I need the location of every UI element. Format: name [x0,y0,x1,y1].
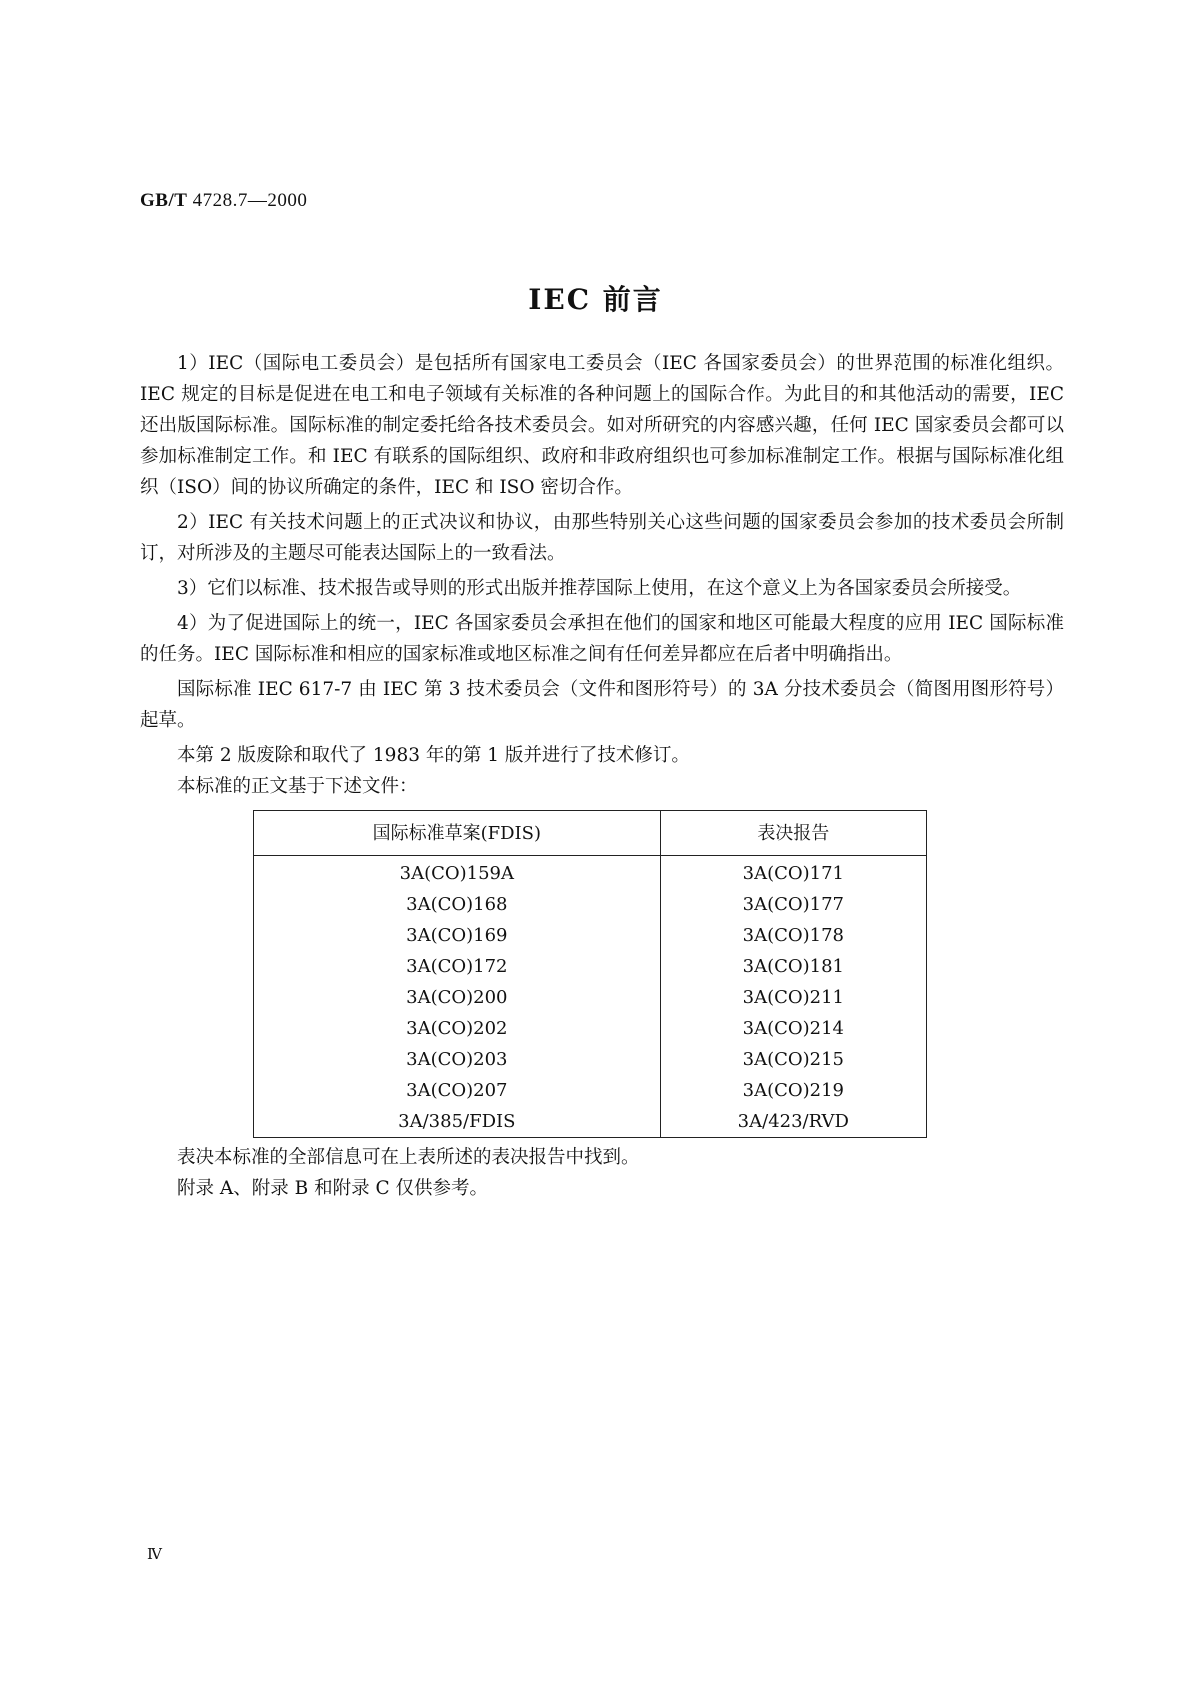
fdis-cell: 3A(CO)168 [254,889,661,920]
paragraph-2: 2）IEC 有关技术问题上的正式决议和协议，由那些特别关心这些问题的国家委员会参加的技术委员会所制订，对所涉及的主题尽可能表达国际上的一致看法。 [140,512,1064,564]
report-cell: 3A(CO)215 [660,1044,926,1075]
fdis-cell: 3A(CO)203 [254,1044,661,1075]
standard-prefix: GB/T [140,190,188,211]
voting-documents-table [253,810,927,1138]
paragraph-edition: 本第 2 版废除和取代了 1983 年的第 1 版并进行了技术修订。 [177,745,690,766]
paragraph-1: 1）IEC（国际电工委员会）是包括所有国家电工委员会（IEC 各国家委员会）的世界范围的标准化组织。IEC 规定的目标是促进在电工和电子领域有关标准的各种问题上的国际合作。为此目的和其他活动的需要，IEC 还出版国际标准。国际标准的制定委托给各技术委员会。如对所研究的内容感兴趣，任何 IEC 国家委员会都可以参加标准制定工作。和 IEC 有联系的国际组织、政府和非政府组织也可参加标准制定工作。根据与国际标准化组织（ISO）间的协议所确定的条件，IEC 和 ISO 密切合作。 [140,353,1064,498]
paragraph-4: 4）为了促进国际上的统一，IEC 各国家委员会承担在他们的国家和地区可能最大程度的应用 IEC 国际标准的任务。IEC 国际标准和相应的国家标准或地区标准之间有任何差异都应在后者中明确指出。 [140,613,1064,665]
report-cell: 3A(CO)177 [660,889,926,920]
page-title: IEC 前言 [528,283,663,316]
page-number: Ⅳ [147,1547,162,1563]
paragraph-3: 3）它们以标准、技术报告或导则的形式出版并推荐国际上使用，在这个意义上为各国家委员会所接受。 [177,578,1022,599]
table-row [254,982,927,1013]
paragraph-voting-info: 表决本标准的全部信息可在上表所述的表决报告中找到。 [177,1147,640,1168]
fdis-cell: 3A(CO)200 [254,982,661,1013]
report-cell: 3A(CO)219 [660,1075,926,1106]
report-cell: 3A(CO)211 [660,982,926,1013]
report-cell: 3A(CO)178 [660,920,926,951]
table-row [254,1044,927,1075]
report-cell: 3A(CO)171 [660,856,926,890]
table-row [254,889,927,920]
fdis-cell: 3A(CO)159A [254,856,661,890]
table-row [254,856,927,890]
paragraph-basis: 本标准的正文基于下述文件： [177,776,418,797]
table-row [254,1106,927,1138]
paragraph-drafting: 国际标准 IEC 617-7 由 IEC 第 3 技术委员会（文件和图形符号）的 3A 分技术委员会（简图用图形符号）起草。 [140,679,1064,731]
table-row [254,1013,927,1044]
fdis-cell: 3A(CO)169 [254,920,661,951]
fdis-cell: 3A(CO)172 [254,951,661,982]
fdis-cell: 3A/385/FDIS [254,1106,661,1138]
table-row [254,1075,927,1106]
header-voting-report: 表决报告 [660,811,926,856]
report-cell: 3A(CO)181 [660,951,926,982]
fdis-cell: 3A(CO)202 [254,1013,661,1044]
header-fdis: 国际标准草案(FDIS) [254,811,661,856]
standard-number: 4728.7—2000 [192,190,308,211]
paragraph-annex-note: 附录 A、附录 B 和附录 C 仅供参考。 [177,1178,489,1199]
fdis-cell: 3A(CO)207 [254,1075,661,1106]
report-cell: 3A/423/RVD [660,1106,926,1138]
table-row [254,920,927,951]
table-row [254,951,927,982]
document-header [140,190,307,212]
report-cell: 3A(CO)214 [660,1013,926,1044]
table-header-row [254,811,927,856]
foreword-body [140,348,1064,1204]
